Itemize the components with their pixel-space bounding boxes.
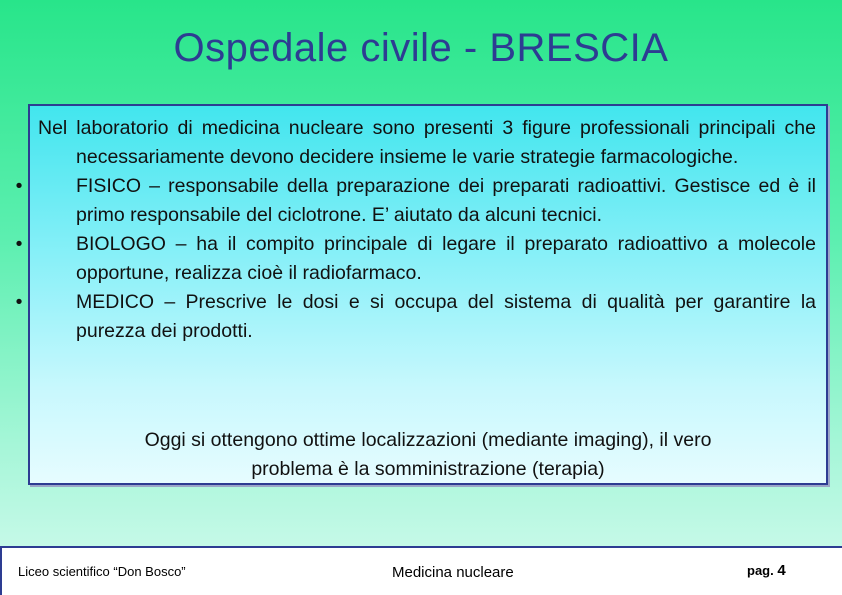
bullet-text: FISICO – responsabile della preparazione dei preparati radioattivi. Gestisce ed è il primo responsabile del ciclotrone. E’ aiutato da alcuni tecnici. — [76, 175, 816, 226]
bullet-text: BIOLOGO – ha il compito principale di legare il preparato radioattivo a molecole opportune, realizza cioè il radiofarmaco. — [76, 233, 816, 284]
bullet-item-medico — [15, 288, 816, 346]
closing-line-2: problema è la somministrazione (terapia) — [251, 458, 605, 480]
bullet-item-fisico — [15, 172, 816, 230]
footer-bar — [0, 546, 842, 595]
bullet-icon: • — [15, 175, 23, 197]
page-title: Ospedale civile - BRESCIA — [173, 26, 669, 70]
bullet-text: MEDICO – Prescrive le dosi e si occupa del sistema di qualità per garantire la purezza dei prodotti. — [76, 291, 816, 342]
page-number: 4 — [777, 562, 786, 579]
intro-paragraph: Nel laboratorio di medicina nucleare sono presenti 3 figure professionali principali che necessariamente devono decidere insieme le varie strategie farmacologiche. — [38, 117, 816, 168]
page-label: pag. — [747, 563, 774, 578]
closing-statement — [30, 426, 826, 484]
bullet-icon: • — [15, 233, 23, 255]
content-text — [15, 114, 816, 346]
closing-line-1: Oggi si ottengono ottime localizzazioni (mediante imaging), il vero — [144, 429, 712, 451]
footer-page — [747, 562, 786, 579]
bullet-item-biologo — [15, 230, 816, 288]
content-box — [15, 104, 828, 485]
bullet-icon: • — [15, 291, 23, 313]
footer-school: Liceo scientifico “Don Bosco” — [18, 564, 186, 579]
footer-subject: Medicina nucleare — [392, 564, 514, 581]
